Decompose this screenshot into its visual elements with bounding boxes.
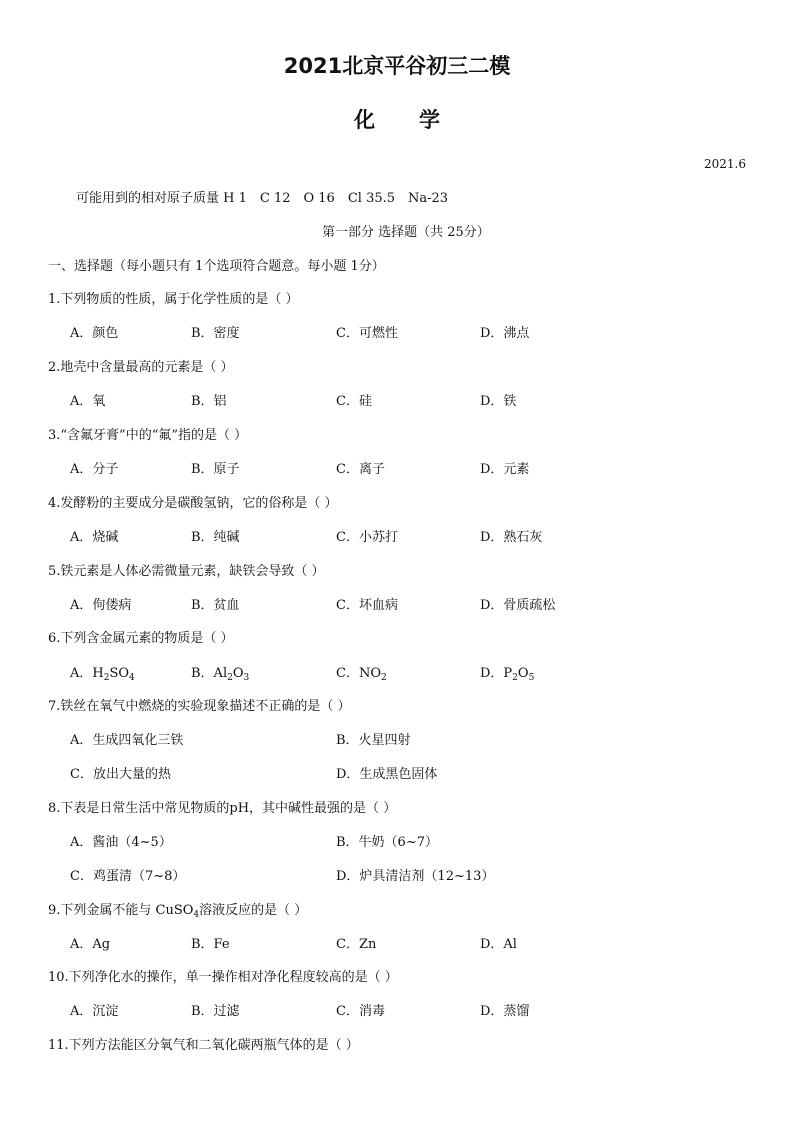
question-5-option-a: A．佝偻病: [70, 598, 132, 613]
question-4-option-b: B．纯碱: [191, 530, 240, 545]
atomic-masses-note: 可能用到的相对原子质量 H 1 C 12 O 16 Cl 35.5 Na-23: [76, 191, 449, 206]
question-2-option-d: D．铁: [480, 394, 517, 409]
question-4-stem: 4.发酵粉的主要成分是碳酸氢钠，它的俗称是（ ）: [48, 496, 338, 511]
question-10-option-a: A．沉淀: [70, 1004, 119, 1019]
question-6-option-b: B．$Al_2O_3$: [191, 666, 250, 683]
question-7-option-b: B．火星四射: [336, 733, 411, 748]
section-title: 一、选择题（每小题只有 1个选项符合题意。每小题 1分）: [48, 259, 385, 274]
part-title: 第一部分 选择题（共 25分）: [322, 225, 490, 240]
question-1-option-b: B．密度: [191, 326, 240, 341]
question-1-option-c: C．可燃性: [336, 326, 398, 341]
question-10-stem: 10.下列净化水的操作，单一操作相对净化程度较高的是（ ）: [48, 970, 398, 985]
question-6-option-c: C．$NO_2$: [336, 666, 387, 683]
question-6-option-d: D．$P_2O_5$: [480, 666, 535, 683]
question-3-stem: 3.“含氟牙膏”中的“氟”指的是（ ）: [48, 428, 248, 443]
question-1-option-a: A．颜色: [70, 326, 119, 341]
page-title: 2021北京平谷初三二模: [283, 54, 511, 78]
question-7-option-d: D．生成黑色固体: [336, 767, 438, 782]
question-9-option-b: B．Fe: [191, 937, 230, 952]
question-10-option-c: C．消毒: [336, 1004, 385, 1019]
question-6-stem: 6.下列含金属元素的物质是（ ）: [48, 631, 234, 646]
question-10-option-b: B．过滤: [191, 1004, 240, 1019]
question-9-stem: 9.下列金属不能与 CuSO$_4$溶液反应的是（ ）: [48, 903, 308, 920]
question-9-option-a: A．Ag: [70, 937, 111, 952]
question-7-option-c: C．放出大量的热: [70, 767, 171, 782]
subject-title: 化学: [354, 108, 484, 132]
question-11-stem: 11.下列方法能区分氧气和二氧化碳两瓶气体的是（ ）: [48, 1038, 359, 1053]
question-5-stem: 5.铁元素是人体必需微量元素，缺铁会导致（ ）: [48, 564, 325, 579]
question-9-option-c: C．Zn: [336, 937, 377, 952]
question-5-option-d: D．骨质疏松: [480, 598, 556, 613]
question-3-option-a: A．分子: [70, 462, 119, 477]
question-3-option-c: C．离子: [336, 462, 385, 477]
question-8-option-d: D．炉具清洁剂（12~13）: [336, 869, 495, 884]
question-4-option-c: C．小苏打: [336, 530, 398, 545]
question-2-option-c: C．硅: [336, 394, 372, 409]
question-8-option-c: C．鸡蛋清（7~8）: [70, 869, 186, 884]
question-3-option-d: D．元素: [480, 462, 530, 477]
question-2-option-b: B．铝: [191, 394, 227, 409]
question-5-option-b: B．贫血: [191, 598, 240, 613]
question-3-option-b: B．原子: [191, 462, 240, 477]
exam-date: 2021.6: [704, 157, 746, 171]
question-9-option-d: D．Al: [480, 937, 517, 952]
question-5-option-c: C．坏血病: [336, 598, 398, 613]
question-8-option-a: A．酱油（4~5）: [70, 835, 172, 850]
question-7-option-a: A．生成四氧化三铁: [70, 733, 184, 748]
question-2-option-a: A．氧: [70, 394, 106, 409]
question-10-option-d: D．蒸馏: [480, 1004, 530, 1019]
question-1-stem: 1.下列物质的性质，属于化学性质的是（ ）: [48, 292, 299, 307]
question-8-stem: 8.下表是日常生活中常见物质的pH，其中碱性最强的是（ ）: [48, 801, 397, 816]
question-4-option-d: D．熟石灰: [480, 530, 543, 545]
question-1-option-d: D．沸点: [480, 326, 530, 341]
question-7-stem: 7.铁丝在氧气中燃烧的实验现象描述不正确的是（ ）: [48, 699, 351, 714]
question-4-option-a: A．烧碱: [70, 530, 119, 545]
question-2-stem: 2.地壳中含量最高的元素是（ ）: [48, 360, 234, 375]
question-6-option-a: A．$H_2SO_4$: [70, 666, 135, 683]
question-8-option-b: B．牛奶（6~7）: [336, 835, 438, 850]
